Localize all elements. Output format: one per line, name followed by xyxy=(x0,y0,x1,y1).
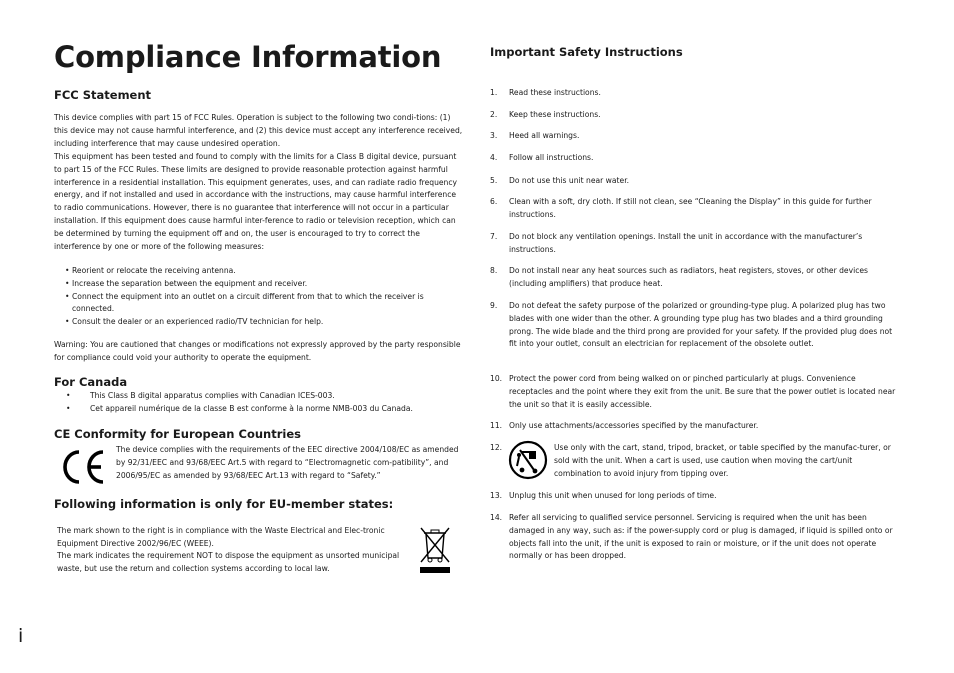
cart-warning-icon xyxy=(508,440,548,480)
eu-paragraph-1: The mark shown to the right is in compliance with the Waste Electrical and Elec-tronic Equipment Directive 2002/96/EC (WEEE). xyxy=(57,526,385,548)
list-item: 12. Use only with the cart, stand, tripod, bracket, or table specified by the manufac-turer, or sold with the unit. When a cart is used, use caution when moving the cart/unit combination to avoid injury from tipping over. xyxy=(490,442,900,480)
weee-bin-icon xyxy=(418,525,452,575)
list-item: • Consult the dealer or an experienced radio/TV technician for help. xyxy=(54,316,464,329)
canada-list xyxy=(54,390,464,416)
list-item: 1. Read these instructions. xyxy=(490,88,601,97)
list-item: 6. Clean with a soft, dry cloth. If still not clean, see “Cleaning the Display” in this guide for further instructions. xyxy=(490,197,872,219)
warning-label: Warning: xyxy=(54,340,88,349)
eu-paragraph-2: The mark indicates the requirement NOT to dispose the equipment as unsorted municipal waste, but use the return and collection systems according to local law. xyxy=(57,551,400,573)
ce-heading: CE Conformity for European Countries xyxy=(54,427,301,441)
ce-logo-icon xyxy=(59,447,107,487)
list-item: • Increase the separation between the equipment and receiver. xyxy=(54,278,464,291)
list-item: 11. Only use attachments/accessories specified by the manufacturer. xyxy=(490,421,759,430)
list-item: 10. Protect the power cord from being walked on or pinched particularly at plugs. Convenience receptacles and the point where they exit from the unit. Be sure that the power outlet is located near the unit so that it is easily accessible. xyxy=(490,374,896,409)
list-item: 5. Do not use this unit near water. xyxy=(490,176,630,185)
page-title: Compliance Information xyxy=(54,40,442,74)
list-item: 9. Do not defeat the safety purpose of the polarized or grounding-type plug. A polarized plug has two blades with one wider than the other. A grounding type plug has two blades and a third grounding prong. The wide blade and the third prong are provided for your safety. If the provided plug does not fit into your outlet, consult an electrician for replacement of the obsolete outlet. xyxy=(490,301,893,349)
eu-heading: Following information is only for EU-member states: xyxy=(54,497,394,511)
page-number: i xyxy=(18,625,24,647)
fcc-paragraph-2: This equipment has been tested and found to comply with the limits for a Class B digital device, pursuant to part 15 of the FCC Rules. These limits are designed to provide reasonable protection against harmful interference in a residential installation. This equipment generates, uses, and can radiate radio frequency energy, and if not installed and used in accordance with the instructions, may cause harmful interference to radio communications. However, there is no guarantee that interference will not occur in a particular installation. If this equipment does cause harmful inter-ference to radio or television reception, which can be determined by turning the equipment off and on, the user is encouraged to try to correct the interference by one or more of the following measures: xyxy=(54,152,458,251)
list-item: • This Class B digital apparatus complies with Canadian ICES-003. xyxy=(54,390,464,403)
ce-text: The device complies with the requirements of the EEC directive 2004/108/EC as amended by 92/31/EEC and 93/68/EEC Art.5 with regard to “Electromagnetic com-patibility”, and 2006/95/EC as amended by 93/68/EEC Art.13 with regard to “Safety.” xyxy=(116,445,459,480)
canada-heading: For Canada xyxy=(54,375,128,389)
list-item: • Connect the equipment into an outlet on a circuit different from that to which the receiver is connected. xyxy=(54,291,464,317)
list-item: 7. Do not block any ventilation openings. Install the unit in accordance with the manufacturer’s instructions. xyxy=(490,232,863,254)
fcc-measures-list xyxy=(54,265,464,329)
fcc-warning xyxy=(54,339,464,365)
safety-heading: Important Safety Instructions xyxy=(490,45,683,59)
fcc-heading: FCC Statement xyxy=(54,88,152,102)
list-item: 14. Refer all servicing to qualified service personnel. Servicing is required when the unit has been damaged in any way, such as: if the power-supply cord or plug is damaged, if liquid is spilled onto or objects fall into the unit, if the unit is exposed to rain or moisture, or if the unit does not operate normally or has been dropped. xyxy=(490,513,893,561)
list-item: 8. Do not install near any heat sources such as radiators, heat registers, stoves, or other devices (including amplifiers) that produce heat. xyxy=(490,266,869,288)
list-item: 13. Unplug this unit when unused for long periods of time. xyxy=(490,491,717,500)
warning-text: You are cautioned that changes or modifications not expressly approved by the party responsible for compliance could void your authority to operate the equipment. xyxy=(54,340,461,362)
list-item: • Cet appareil numérique de la classe B est conforme à la norme NMB-003 du Canada. xyxy=(54,403,464,416)
list-item: • Reorient or relocate the receiving antenna. xyxy=(54,265,464,278)
list-item: 4. Follow all instructions. xyxy=(490,153,594,162)
list-item: 2. Keep these instructions. xyxy=(490,110,601,119)
fcc-paragraph-1: This device complies with part 15 of FCC Rules. Operation is subject to the following two condi-tions: (1) this device may not cause harmful interference, and (2) this device must accept any interference received, including interference that may cause undesired operation. xyxy=(54,113,463,148)
list-item: 3. Heed all warnings. xyxy=(490,131,580,140)
